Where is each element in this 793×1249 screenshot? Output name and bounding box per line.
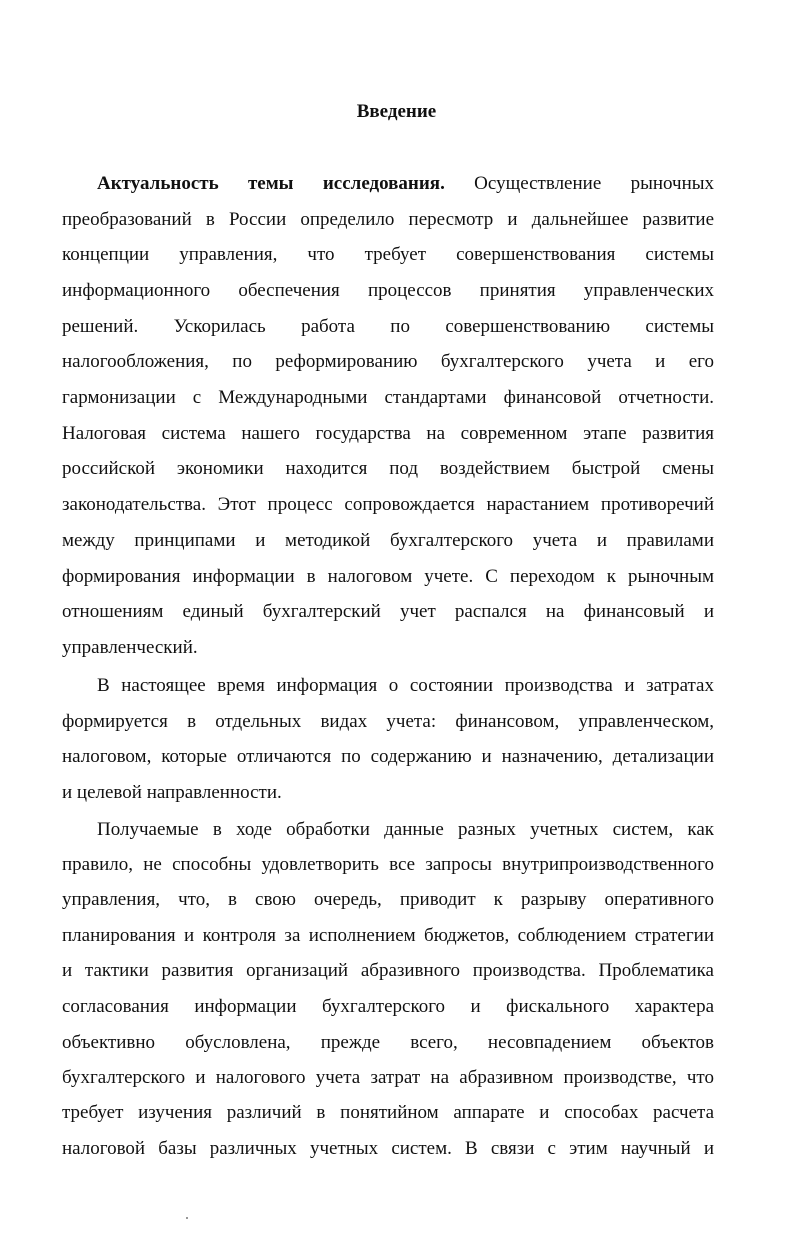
- text-line: налоговой базы различных учетных систем. В связи с этим научный и: [62, 1138, 714, 1159]
- text-line: отношениям единый бухгалтерский учет распался на финансовый и: [62, 601, 714, 622]
- text-line: информационного обеспечения процессов принятия управленческих: [62, 280, 714, 301]
- page-title: Введение: [356, 101, 437, 122]
- text-line: планирования и контроля за исполнением бюджетов, соблюдением стратегии: [62, 925, 714, 946]
- text-line: преобразований в России определило пересмотр и дальнейшее развитие: [62, 209, 714, 230]
- section-lead: Актуальность темы исследования.: [97, 173, 445, 194]
- text-line: бухгалтерского и налогового учета затрат на абразивном производстве, что: [62, 1067, 714, 1088]
- text-line: объективно обусловлена, прежде всего, несовпадением объектов: [62, 1032, 714, 1053]
- text-span: Осуществление рыночных: [474, 173, 715, 194]
- text-line: Получаемые в ходе обработки данные разных учетных систем, как: [97, 819, 714, 840]
- text-line: согласования информации бухгалтерского и фискального характера: [62, 996, 714, 1017]
- text-line: формируется в отдельных видах учета: финансовом, управленческом,: [62, 711, 714, 732]
- text-line: гармонизации с Международными стандартами финансовой отчетности.: [62, 387, 714, 408]
- paragraph-1-line-1: [97, 172, 714, 196]
- text-line: законодательства. Этот процесс сопровождается нарастанием противоречий: [62, 494, 714, 515]
- text-line: концепции управления, что требует совершенствования системы: [62, 244, 714, 265]
- text-line: и тактики развития организаций абразивного производства. Проблематика: [62, 960, 714, 981]
- text-line: правило, не способны удовлетворить все запросы внутрипроизводственного: [62, 854, 714, 875]
- scan-speck: [186, 1217, 188, 1219]
- text-line: решений. Ускорилась работа по совершенствованию системы: [62, 316, 714, 337]
- text-line: формирования информации в налоговом учете. С переходом к рыночным: [62, 566, 714, 587]
- text-line: налоговом, которые отличаются по содержанию и назначению, детализации: [62, 746, 714, 767]
- text-line: между принципами и методикой бухгалтерского учета и правилами: [62, 530, 714, 551]
- text-line: управленческий.: [62, 637, 198, 658]
- text-line: налогообложения, по реформированию бухгалтерского учета и его: [62, 351, 714, 372]
- text-line: российской экономики находится под воздействием быстрой смены: [62, 458, 714, 479]
- text-line: В настоящее время информация о состоянии производства и затратах: [97, 675, 714, 696]
- text-line: и целевой направленности.: [62, 782, 282, 803]
- text-line: управления, что, в свою очередь, приводит к разрыву оперативного: [62, 889, 714, 910]
- text-line: требует изучения различий в понятийном аппарате и способах расчета: [62, 1102, 714, 1123]
- text-line: Налоговая система нашего государства на современном этапе развития: [62, 423, 714, 444]
